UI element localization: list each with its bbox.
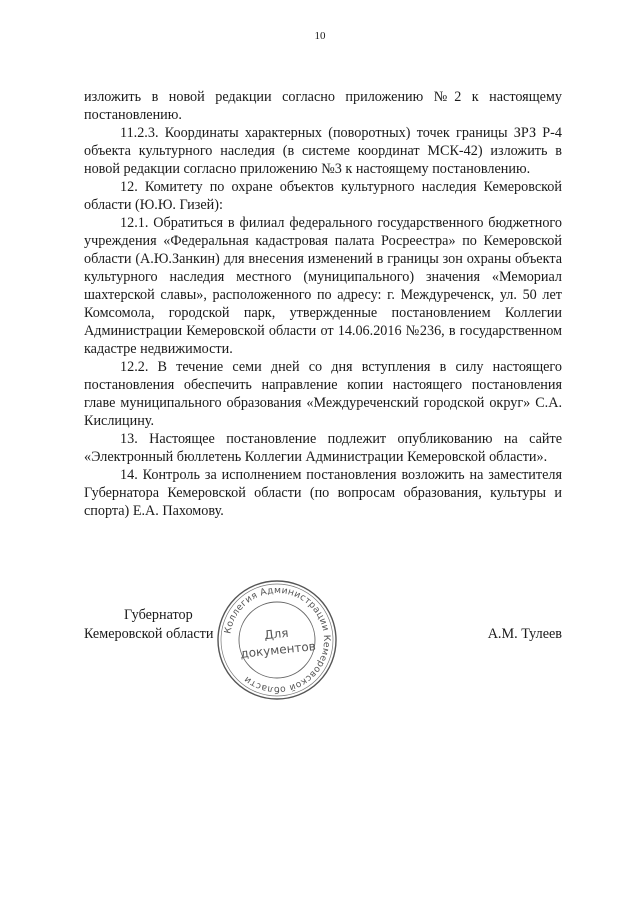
page-number: 10 — [314, 30, 326, 42]
signatory-title — [84, 606, 213, 644]
paragraph-12: 12. Комитету по охране объектов культурного наследия Кемеровской области (Ю.Ю. Гизей): — [84, 179, 562, 213]
paragraph-14: 14. Контроль за исполнением постановления возложить на заместителя Губернатора Кемеровской области (по вопросам образования, культуры и спорта) Е.А. Пахомову. — [84, 467, 562, 519]
paragraph-13: 13. Настоящее постановление подлежит опубликованию на сайте «Электронный бюллетень Коллегии Администрации Кемеровской области». — [84, 431, 562, 465]
document-body — [84, 88, 562, 520]
stamp-center-line1: Для — [263, 625, 290, 643]
signatory-title-line1: Губернатор — [124, 607, 193, 623]
signatory-name: А.М. Тулеев — [487, 626, 562, 642]
official-stamp — [215, 578, 339, 702]
stamp-ring-text: Коллегия Администрации Кемеровской области — [222, 584, 333, 696]
signatory-title-line2: Кемеровской области — [84, 626, 214, 642]
paragraph-12-2: 12.2. В течение семи дней со дня вступления в силу настоящего постановления обеспечить направление копии настоящего постановления главе муниципального образования «Междуреченский городской округ» С.А. Кислицину. — [84, 359, 562, 429]
paragraph-continuation: изложить в новой редакции согласно приложению №2 к настоящему постановлению. — [84, 89, 562, 123]
stamp-center-line2: документов — [239, 639, 317, 661]
paragraph-11-2-3: 11.2.3. Координаты характерных (поворотных) точек границы ЗРЗ Р-4 объекта культурного наследия (в системе координат МСК-42) изложить в новой редакции согласно приложению №3 к настоящему постановлению. — [84, 125, 562, 177]
paragraph-12-1: 12.1. Обратиться в филиал федерального государственного бюджетного учреждения «Федеральная кадастровая палата Росреестра» по Кемеровской области (А.Ю.Занкин) для внесения изменений в границы зон охраны объекта культурного наследия местного (муниципального) значения «Мемориал шахтерской славы», расположенного по адресу: г. Междуреченск, ул. 50 лет Комсомола, городской парк, утвержденные постановлением Коллегии Администрации Кемеровской области от 14.06.2016 №236, в государственном кадастре недвижимости. — [84, 215, 562, 357]
